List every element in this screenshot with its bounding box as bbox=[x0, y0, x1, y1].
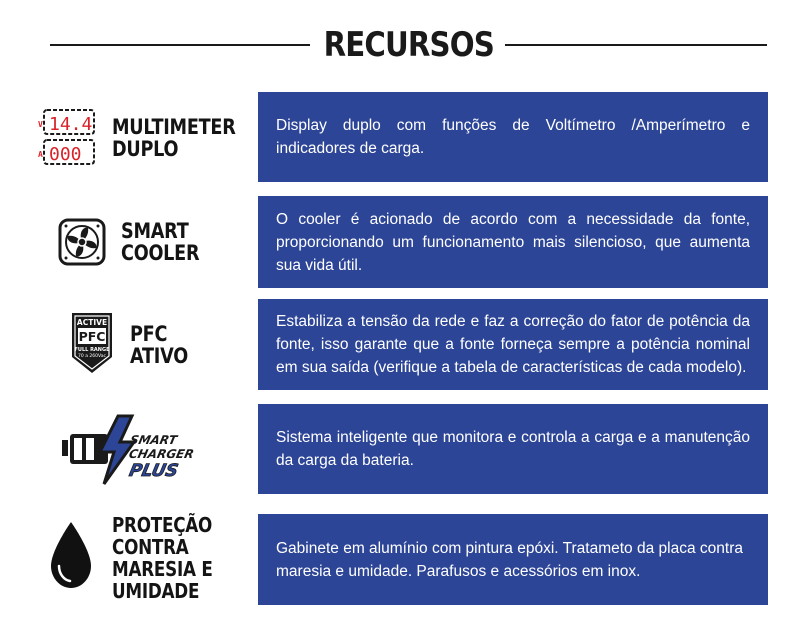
feature-row-multimeter bbox=[0, 92, 804, 182]
pfc-badge-range1: FULL RANGE bbox=[74, 347, 110, 353]
feature-row-pfc bbox=[0, 299, 804, 390]
header-rule-left bbox=[50, 44, 310, 46]
feature-row-cooler bbox=[0, 196, 804, 288]
feature-description-protection: Gabinete em alumínio com pintura epóxi. Tratameto da placa contra maresia e umidade. Parafusos e acessórios em inox. bbox=[258, 514, 768, 605]
feature-label-pfc: PFC ATIVO bbox=[130, 322, 188, 368]
amp-label: A bbox=[38, 150, 43, 159]
feature-cooler bbox=[40, 196, 255, 288]
volt-label: V bbox=[38, 120, 43, 129]
logo-plus: PLUS bbox=[127, 461, 180, 481]
feature-description-multimeter: Display duplo com funções de Voltímetro /Amperímetro e indicadores de carga. bbox=[258, 92, 768, 182]
feature-description-pfc: Estabiliza a tensão da rede e faz a correção do fator de potência da fonte, isso garante que a fonte forneça sempre a potência nominal em sua saída (verifique a tabela de características de cada modelo). bbox=[258, 299, 768, 390]
section-title: RECURSOS bbox=[323, 25, 494, 65]
feature-multimeter bbox=[40, 92, 255, 182]
smart-charger-plus-logo-icon bbox=[60, 412, 225, 486]
pfc-badge-main: PFC bbox=[78, 329, 106, 344]
logo-smart: SMART bbox=[128, 433, 179, 447]
water-drop-icon bbox=[48, 520, 94, 590]
feature-row-charger bbox=[0, 404, 804, 494]
feature-description-charger: Sistema inteligente que monitora e controla a carga e a manutenção da carga da bateria. bbox=[258, 404, 768, 494]
dual-display-icon bbox=[34, 108, 96, 166]
pfc-badge-range2: 70 a 260Vac bbox=[78, 354, 106, 359]
volt-readout: 14.4 bbox=[49, 114, 93, 135]
feature-row-protection bbox=[0, 514, 804, 605]
active-pfc-shield-icon bbox=[68, 311, 116, 375]
section-header bbox=[0, 22, 804, 68]
feature-charger bbox=[40, 404, 255, 494]
feature-label-protection: PROTEÇÃO CONTRA MARESIA E UMIDADE bbox=[112, 513, 213, 603]
header-rule-right bbox=[505, 44, 767, 46]
feature-protection bbox=[40, 512, 255, 603]
fan-icon bbox=[58, 218, 106, 266]
amp-readout: 000 bbox=[49, 144, 82, 165]
feature-label-cooler: SMART COOLER bbox=[121, 219, 200, 265]
feature-label-multimeter: MULTIMETER DUPLO bbox=[112, 115, 236, 161]
feature-pfc bbox=[40, 299, 255, 390]
logo-charger: CHARGER bbox=[127, 447, 196, 461]
pfc-badge-top: ACTIVE bbox=[76, 318, 108, 327]
feature-description-cooler: O cooler é acionado de acordo com a necessidade da fonte, proporcionando um funcionamento mais silencioso, que aumenta sua vida útil. bbox=[258, 196, 768, 288]
